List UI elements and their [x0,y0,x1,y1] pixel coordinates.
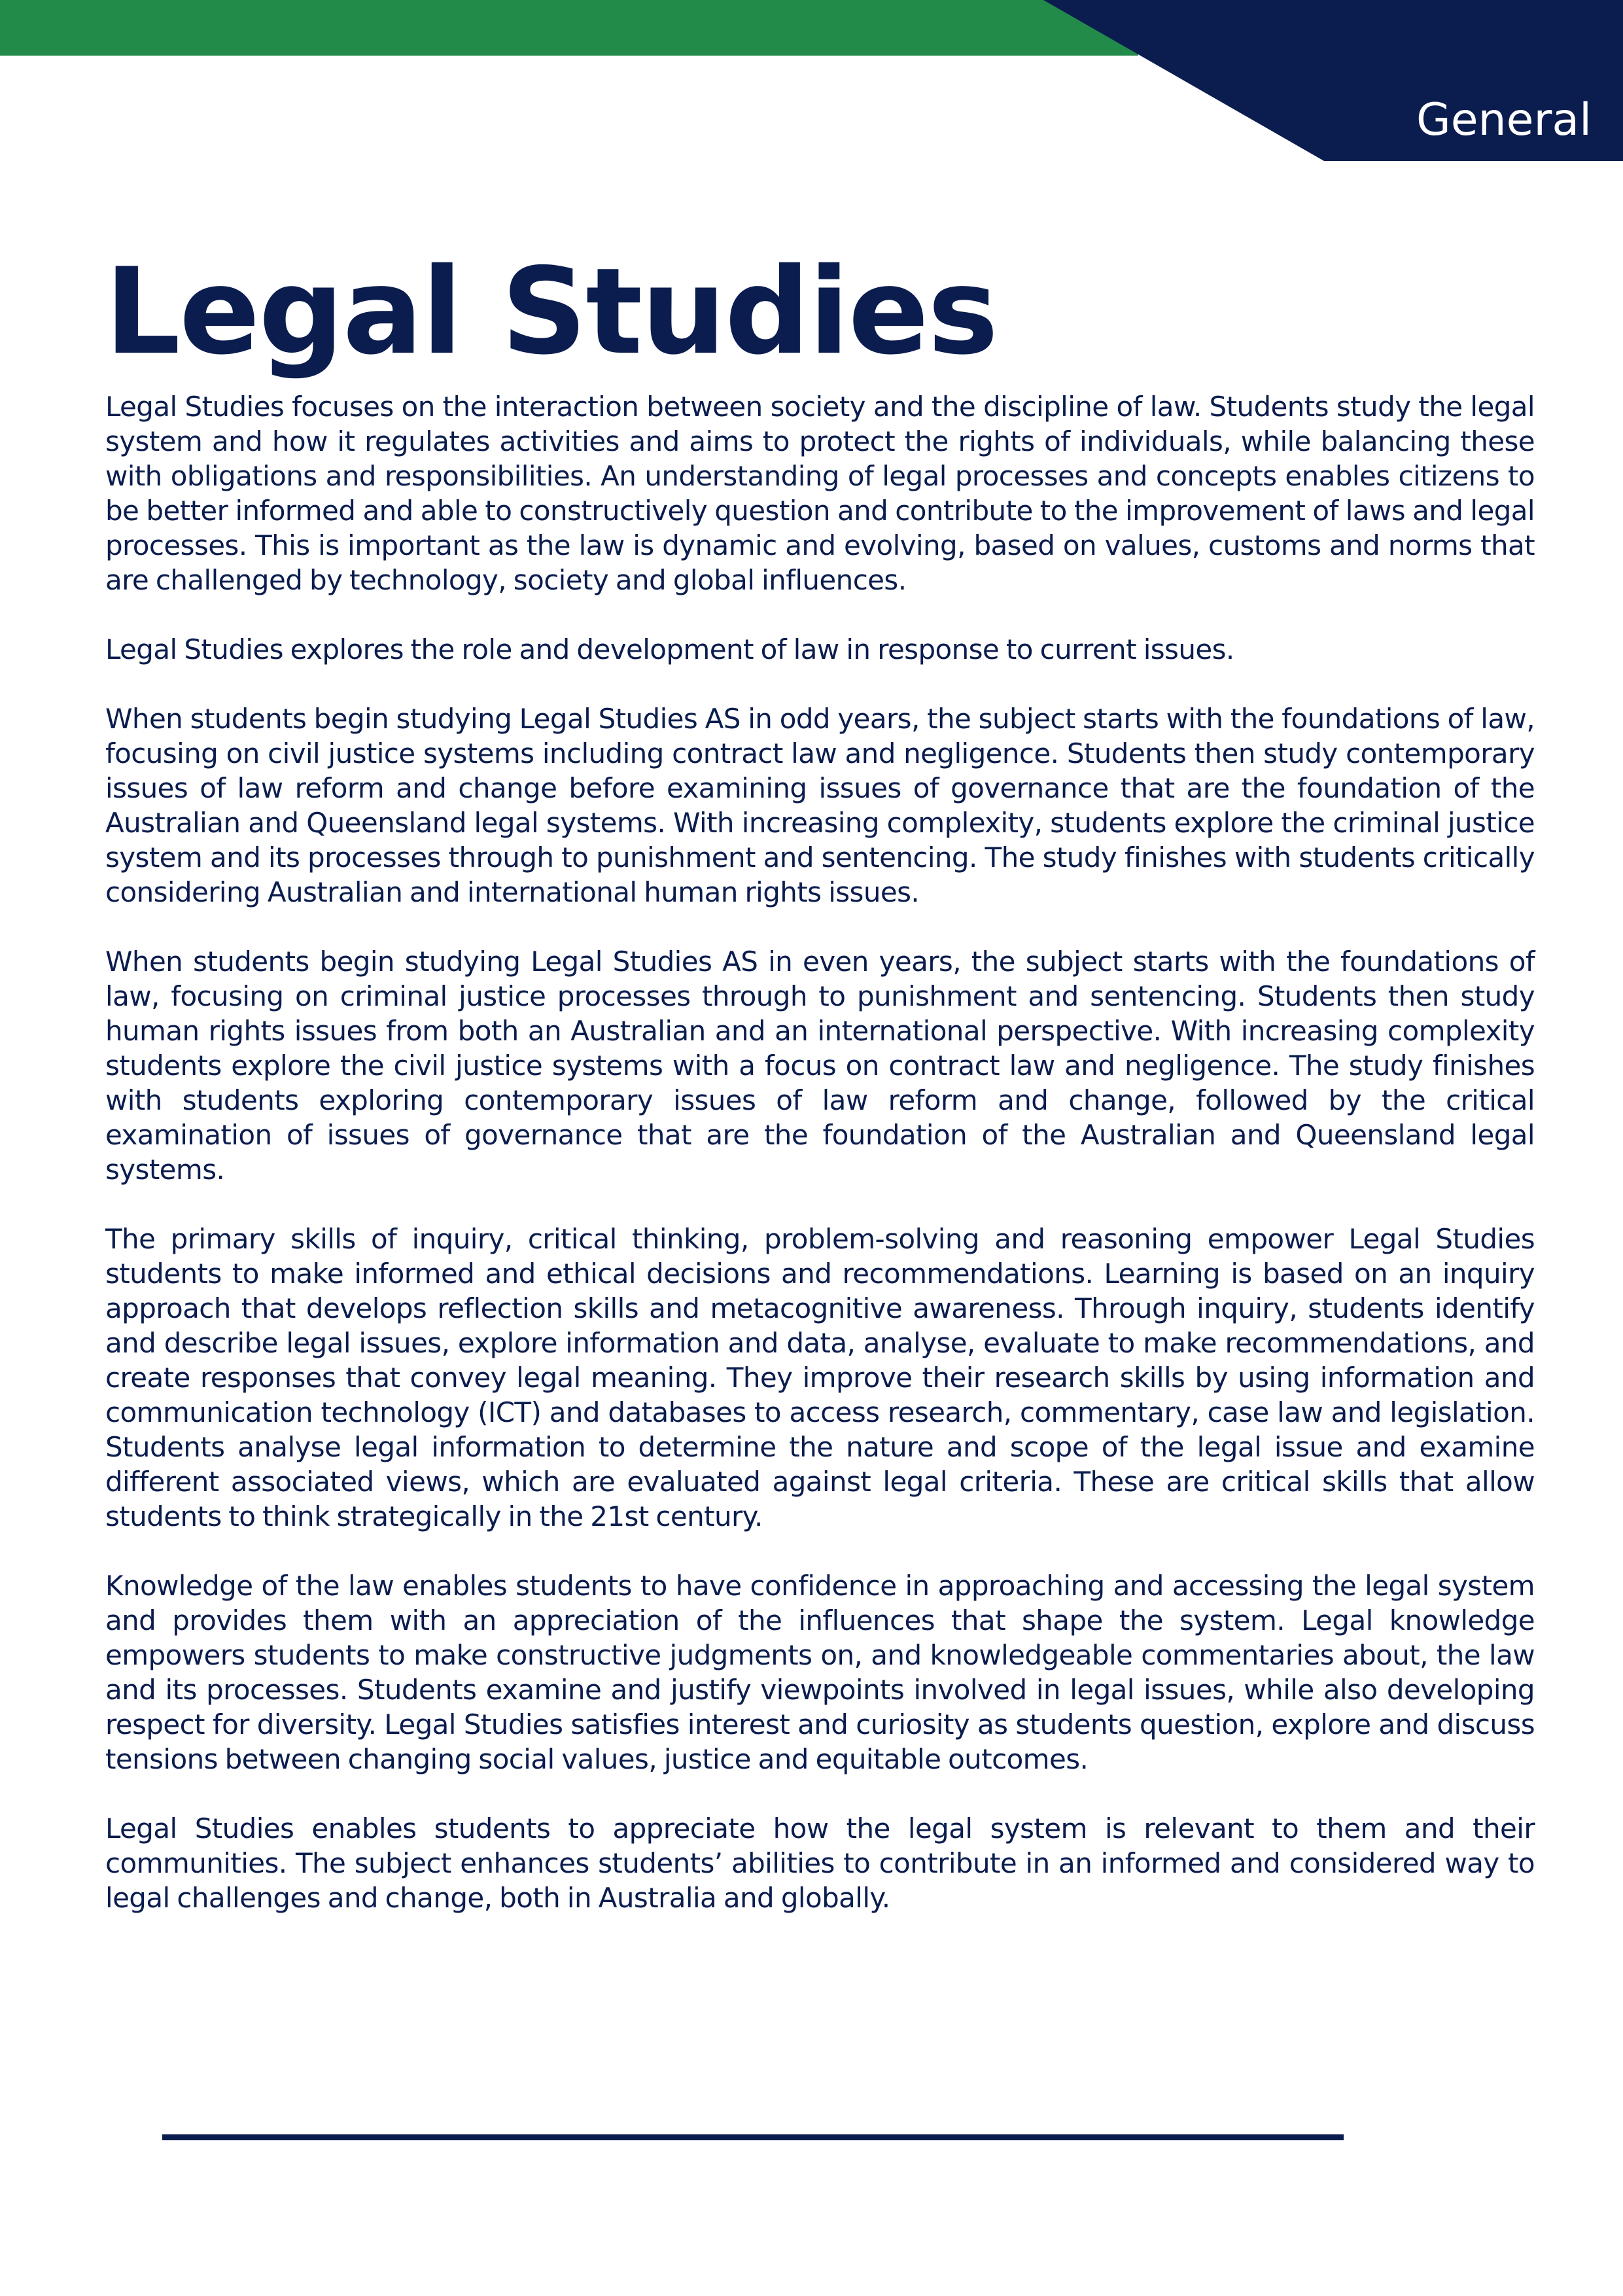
header-banner-graphic [0,0,1623,164]
paragraph-2: Legal Studies explores the role and development of law in response to current issues. [105,633,1234,665]
body-text [105,389,1535,1950]
paragraph-4: When students begin studying Legal Studies AS in even years, the subject starts with the foundations of law, focusing on criminal justice processes through to punishment and sentencing. Students then study human rights issues from both an Australian and an international perspective. With increasing complexity students explore the civil justice systems with a focus on contract law and negligence. The study finishes with students exploring contemporary issues of law reform and change, followed by the critical examination of issues of governance that are the foundation of the Australian and Queensland legal systems. [105,945,1535,1186]
paragraph-1: Legal Studies focuses on the interaction between society and the discipline of law. Students study the legal system and how it regulates activities and aims to protect the rights of individuals, while balancing these with obligations and responsibilities. An understanding of legal processes and concepts enables citizens to be better informed and able to constructively question and contribute to the improvement of laws and legal processes. This is important as the law is dynamic and evolving, based on values, customs and norms that are challenged by technology, society and global influences. [105,391,1535,596]
paragraph-7: Legal Studies enables students to appreciate how the legal system is relevant to them and their communities. The subject enhances students’ abilities to contribute in an informed and considered way to legal challenges and change, both in Australia and globally. [105,1812,1535,1914]
paragraph-5: The primary skills of inquiry, critical thinking, problem-solving and reasoning empower Legal Studies students to make informed and ethical decisions and recommendations. Learning is based on an inquiry approach that develops reflection skills and metacognitive awareness. Through inquiry, students identify and describe legal issues, explore information and data, analyse, evaluate to make recommendations, and create responses that convey legal meaning. They improve their research skills by using information and communication technology (ICT) and databases to access research, commentary, case law and legislation. Students analyse legal information to determine the nature and scope of the legal issue and examine different associated views, which are evaluated against legal criteria. These are critical skills that allow students to think strategically in the 21st century. [105,1223,1535,1532]
page-title: Legal Studies [105,242,998,381]
header-banner [0,0,1623,164]
paragraph-6: Knowledge of the law enables students to have confidence in approaching and accessing the legal system and provides them with an appreciation of the influences that shape the system. Legal knowledge empowers students to make constructive judgments on, and knowledgeable commentaries about, the law and its processes. Students examine and justify viewpoints involved in legal issues, while also developing respect for diversity. Legal Studies satisfies interest and curiosity as students question, explore and discuss tensions between changing social values, justice and equitable outcomes. [105,1570,1535,1775]
footer-divider [162,2134,1344,2140]
paragraph-3: When students begin studying Legal Studies AS in odd years, the subject starts with the foundations of law, focusing on civil justice systems including contract law and negligence. Students then study contemporary issues of law reform and change before examining issues of governance that are the foundation of the Australian and Queensland legal systems. With increasing complexity, students explore the criminal justice system and its processes through to punishment and sentencing. The study finishes with students critically considering Australian and international human rights issues. [105,703,1535,908]
green-bar [0,0,1138,56]
category-label: General [1416,94,1592,146]
